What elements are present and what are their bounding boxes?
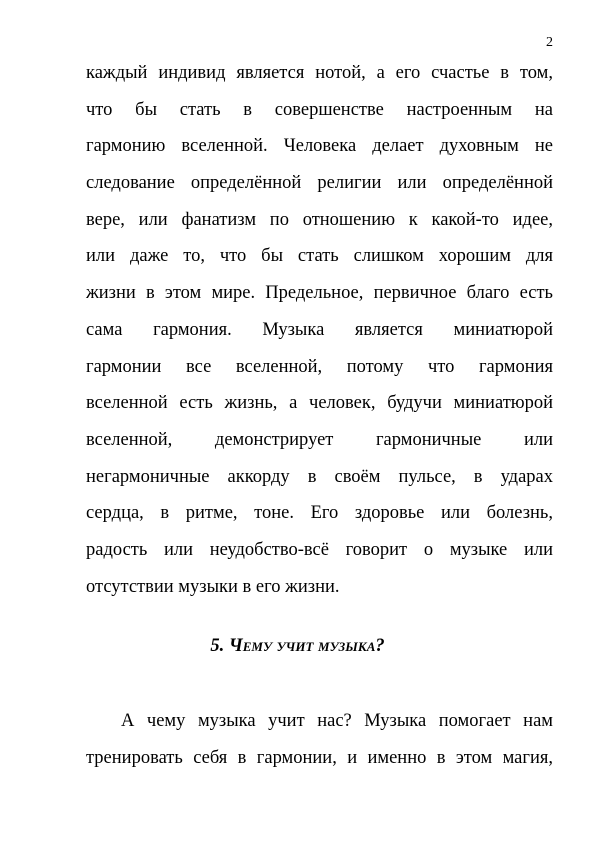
text-line: гармонии все вселенной, потому что гармония [86, 356, 553, 377]
section-title: Чему учит музыка? [228, 636, 385, 656]
text-line: вселенной есть жизнь, а человек, будучи миниатюрой [86, 393, 553, 414]
section-heading [0, 628, 595, 664]
text-line: вере, или фанатизм по отношению к какой-то идее, [86, 209, 553, 230]
text-line: негармоничные аккорду в своём пульсе, в ударах [86, 466, 553, 487]
section-number: 5. [210, 636, 225, 656]
text-line: тренировать себя в гармонии, и именно в этом магия, [86, 747, 553, 768]
page-number: 2 [546, 35, 553, 50]
text-line: гармонию вселенной. Человека делает духовным не [86, 136, 553, 157]
text-line: каждый индивид является нотой, а его счастье в том, [86, 63, 553, 83]
text-line: вселенной, демонстрирует гармоничные или [86, 429, 553, 450]
text-line: что бы стать в совершенстве настроенным на [86, 99, 553, 120]
text-line: или даже то, что бы стать слишком хорошим для [86, 246, 553, 267]
body-paragraph [86, 703, 553, 776]
text-line: следование определённой религии или определённой [86, 173, 553, 194]
text-line: сама гармония. Музыка является миниатюрой [86, 319, 553, 340]
text-line: отсутствии музыки в его жизни. [86, 576, 340, 597]
body-paragraph [86, 55, 553, 605]
text-line: А чему музыка учит нас? Музыка помогает нам [121, 711, 553, 731]
text-line: жизни в этом мире. Предельное, первичное благо есть [86, 283, 553, 304]
text-line: сердца, в ритме, тоне. Его здоровье или болезнь, [86, 503, 553, 524]
text-line: радость или неудобство-всё говорит о музыке или [86, 539, 553, 560]
